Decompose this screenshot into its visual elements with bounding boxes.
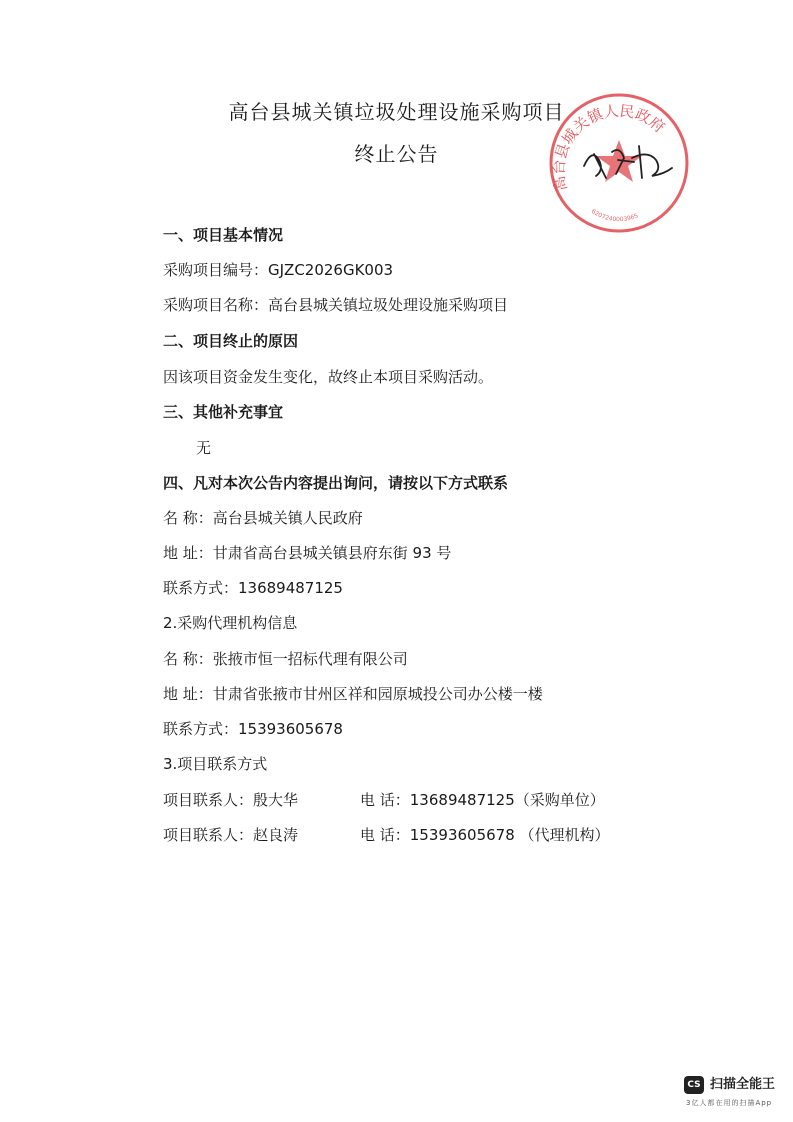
termination-reason: 因该项目资金发生变化，故终止本项目采购活动。: [163, 368, 494, 386]
svg-text:6207240003965: [590, 208, 639, 223]
seal-text: 高台县城关镇人民政府: [549, 101, 669, 193]
seal-code: 6207240003965: [589, 208, 640, 224]
section-heading-termination-reason: 二、项目终止的原因: [163, 332, 299, 350]
svg-text:高台县城关镇人民政府: [550, 102, 669, 193]
notice-title: 高台县城关镇垃圾处理设施采购项目: [228, 100, 565, 124]
supplementary-content: 无: [196, 439, 212, 457]
section-heading-basic-info: 一、项目基本情况: [163, 226, 284, 244]
agency-name: 名 称：张掖市恒一招标代理有限公司: [163, 650, 408, 668]
buyer-address: 地 址：甘肃省高台县城关镇县府东街 93 号: [163, 544, 452, 562]
project-name: 采购项目名称：高台县城关镇垃圾处理设施采购项目: [163, 296, 509, 314]
scanner-app-name: 扫描全能王: [710, 1077, 776, 1092]
buyer-name: 名 称：高台县城关镇人民政府: [163, 509, 363, 527]
agency-heading: 2.采购代理机构信息: [163, 614, 298, 632]
scanner-logo-icon: CS: [684, 1076, 704, 1094]
notice-subtitle: 终止公告: [354, 142, 439, 166]
section-heading-contact: 四、凡对本次公告内容提出询问，请按以下方式联系: [163, 474, 509, 492]
agency-contact: 联系方式：15393605678: [163, 720, 343, 738]
project-contact-heading: 3.项目联系方式: [163, 755, 268, 773]
scanner-tagline: 3亿人都在用的扫描App: [686, 1099, 773, 1107]
buyer-contact: 联系方式：13689487125: [163, 579, 343, 597]
section-heading-supplementary: 三、其他补充事宜: [163, 403, 284, 421]
scanner-badge: [684, 1076, 784, 1116]
contact-phone: 电 话：15393605678 （代理机构）: [360, 826, 610, 844]
agency-address: 地 址：甘肃省张掖市甘州区祥和园原城投公司办公楼一楼: [163, 685, 543, 703]
contact-person: 项目联系人：赵良涛: [163, 826, 299, 844]
project-number: 采购项目编号：GJZC2026GK003: [163, 261, 394, 279]
contact-phone: 电 话：13689487125（采购单位）: [360, 791, 605, 809]
contact-person: 项目联系人：殷大华: [163, 791, 299, 809]
official-seal: [544, 88, 694, 238]
